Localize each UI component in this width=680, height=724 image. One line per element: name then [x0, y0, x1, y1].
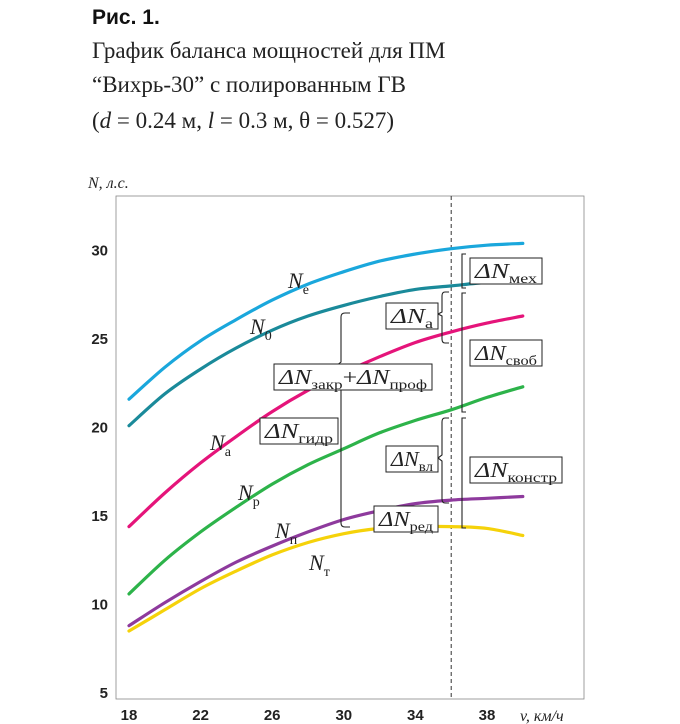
- figure-label: Рис. 1.: [92, 6, 160, 29]
- series-label-na: $N_а$: [210, 430, 231, 460]
- caption-line-3: (d = 0.24 м, l = 0.3 м, θ = 0.527): [92, 108, 395, 133]
- y-tick-label: 30: [91, 242, 108, 260]
- y-tick-label: 5: [99, 685, 108, 702]
- y-axis-label: N, л.с.: [88, 175, 129, 192]
- y-tick-label: 25: [91, 331, 108, 348]
- series-label-n0: $N_0$: [250, 314, 272, 344]
- x-tick-label: 38: [478, 707, 496, 724]
- series-label-np: $N_р$: [238, 480, 260, 510]
- x-tick-label: 30: [335, 707, 353, 724]
- annotation-dn-vl: $\Delta N_{вл}$: [391, 447, 433, 475]
- caption-line-1: График баланса мощностей для ПМ: [92, 38, 446, 63]
- annotation-dn-red: ΔN $_{ред}$: [379, 507, 430, 535]
- caption-line-2: “Вихрь-30” с полированным ГВ: [92, 72, 406, 97]
- annotation-dn-zakr-prof: ΔN $_{закр}$ + ΔN $_{проф}$: [279, 365, 421, 393]
- series-label-nn: $N_п$: [275, 518, 298, 548]
- x-tick-label: 34: [407, 707, 424, 724]
- x-tick-label: 22: [192, 707, 209, 724]
- y-tick-label: 10: [91, 596, 108, 614]
- y-tick-label: 15: [91, 508, 108, 525]
- annotation-dn-gidr: ΔN $_{гидр}$: [265, 419, 326, 447]
- x-tick-label: 18: [120, 707, 138, 724]
- annotation-dn-mech: ΔN $_{мех}$: [475, 259, 531, 287]
- x-tick-label: 26: [263, 707, 281, 724]
- annotation-dn-konstr: ΔN $_{констр}$: [475, 458, 548, 486]
- annotation-dn-svob: ΔN $_{своб}$: [475, 341, 533, 369]
- y-tick-label: 20: [91, 419, 108, 437]
- annotation-dn-a: ΔN $_а$: [391, 304, 432, 332]
- x-axis-label: v, км/ч: [520, 708, 564, 724]
- series-label-nt: $N_т$: [309, 550, 330, 580]
- series-label-ne: $N_e$: [288, 268, 309, 298]
